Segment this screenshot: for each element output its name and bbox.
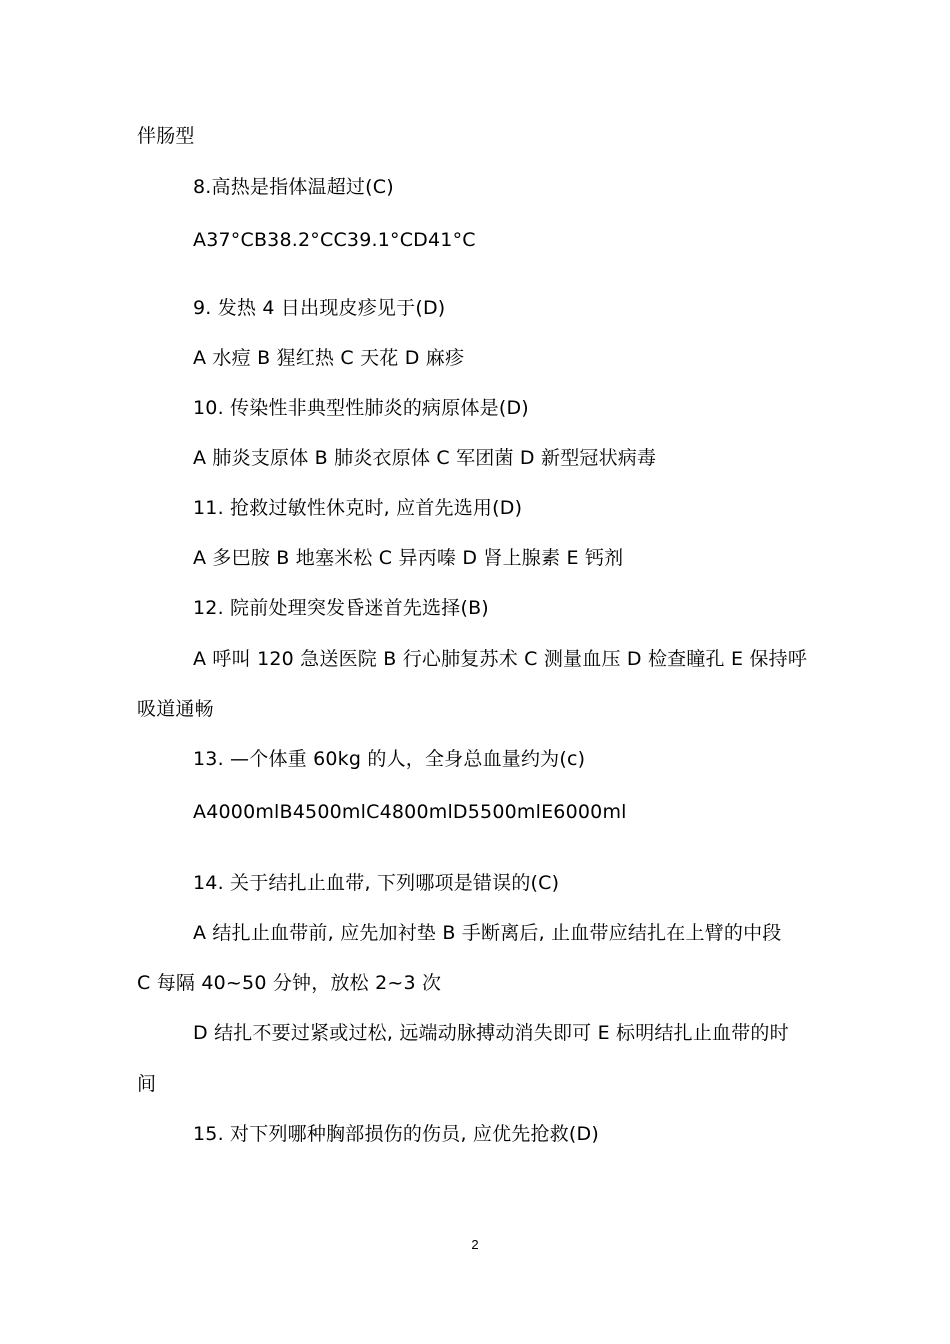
question-15: 15. 对下列哪种胸部损伤的伤员, 应优先抢救(D) <box>193 1123 599 1145</box>
question-13: 13. —个体重 60kg 的人，全身总血量约为(c) <box>193 748 586 770</box>
question-14: 14. 关于结扎止血带, 下列哪项是错误的(C) <box>193 872 560 894</box>
options-14-d: D 结扎不要过紧或过松, 远端动脉搏动消失即可 E 标明结扎止血带的时 <box>193 1022 789 1044</box>
options-14: A 结扎止血带前, 应先加衬垫 B 手断离后, 止血带应结扎在上臂的中段 <box>193 922 782 944</box>
question-10: 10. 传染性非典型性肺炎的病原体是(D) <box>193 397 529 419</box>
options-12: A 呼叫 120 急送医院 B 行心肺复苏术 C 测量血压 D 检查瞳孔 E 保持呼 <box>193 648 808 670</box>
options-13: A4000mlB4500mlC4800mlD5500mlE6000ml <box>193 801 627 823</box>
options-10: A 肺炎支原体 B 肺炎衣原体 C 军团菌 D 新型冠状病毒 <box>193 447 657 469</box>
question-9: 9. 发热 4 日出现皮疹见于(D) <box>193 297 446 319</box>
question-12: 12. 院前处理突发昏迷首先选择(B) <box>193 597 489 619</box>
question-11: 11. 抢救过敏性休克时, 应首先选用(D) <box>193 497 523 519</box>
question-8: 8.高热是指体温超过(C) <box>193 176 394 198</box>
options-11: A 多巴胺 B 地塞米松 C 异丙嗪 D 肾上腺素 E 钙剂 <box>193 547 624 569</box>
options-14-continued: C 每隔 40~50 分钟，放松 2~3 次 <box>137 972 442 994</box>
options-9: A 水痘 B 猩红热 C 天花 D 麻疹 <box>193 347 465 369</box>
page-number: 2 <box>471 1237 479 1252</box>
options-8: A37°CB38.2°CC39.1°CD41°C <box>193 229 476 251</box>
options-14-d-continued: 间 <box>137 1073 157 1095</box>
text-line: 伴肠型 <box>137 125 195 147</box>
options-12-continued: 吸道通畅 <box>137 698 214 720</box>
